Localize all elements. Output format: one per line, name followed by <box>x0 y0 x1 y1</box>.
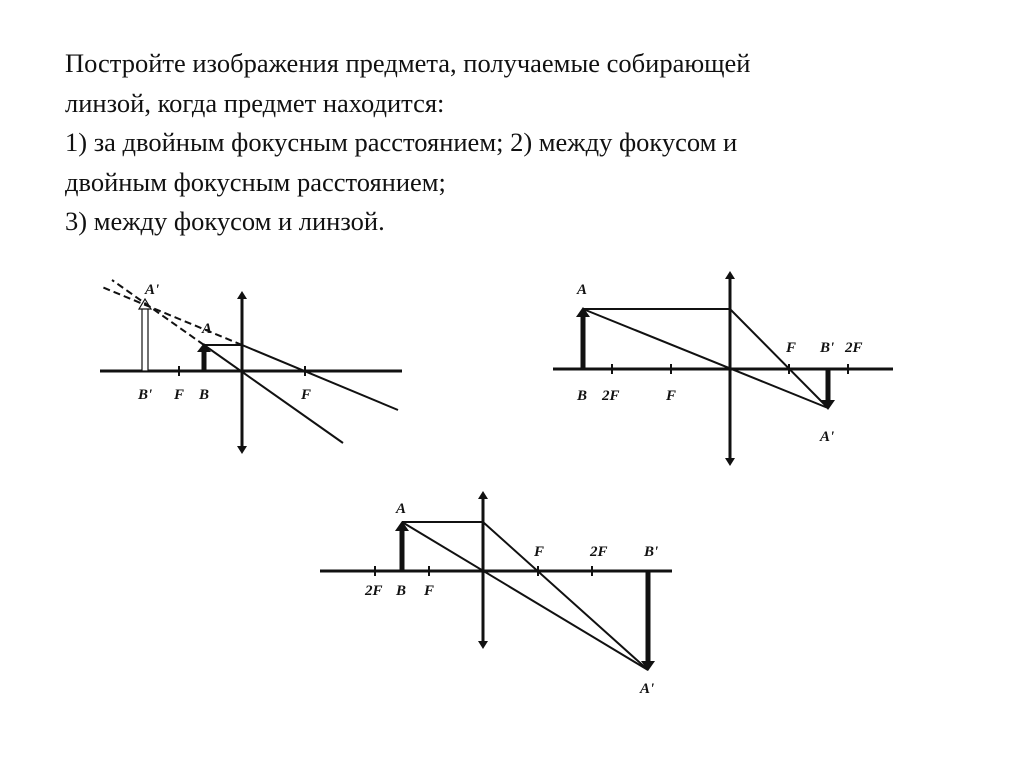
ray-center <box>583 309 828 408</box>
task-line-1: Постройте изображения предмета, получаемые собирающей <box>65 48 751 78</box>
label-f: F <box>666 388 677 404</box>
diagram-3 <box>320 495 672 697</box>
task-line-5: 3) между фокусом и линзой. <box>65 206 385 236</box>
label-a-image: A' <box>820 429 835 445</box>
label-b: B <box>396 583 407 599</box>
diagram-2 <box>553 275 893 462</box>
ray-center <box>402 522 648 670</box>
label-2f: 2F <box>365 583 383 599</box>
label-a: A <box>396 501 407 517</box>
label-b-image: B' <box>820 340 835 356</box>
label-f: F <box>786 340 797 356</box>
label-f: F <box>534 544 545 560</box>
label-b-image: B' <box>138 387 153 403</box>
label-b-image: B' <box>644 544 659 560</box>
ray-center <box>204 345 343 443</box>
task-line-3: 1) за двойным фокусным расстоянием; 2) между фокусом и <box>65 127 738 157</box>
label-a-image: A' <box>640 681 655 697</box>
task-line-4: двойным фокусным расстоянием; <box>65 166 446 197</box>
label-f: F <box>301 387 312 403</box>
virtual-image-arrow <box>142 308 148 371</box>
diagram-1 <box>100 280 402 450</box>
ray-extension <box>102 287 242 345</box>
label-2f: 2F <box>590 544 608 560</box>
label-2f: 2F <box>845 340 863 356</box>
label-f: F <box>424 583 435 599</box>
label-a-image: A' <box>145 282 160 298</box>
task-line-2: линзой, когда предмет находится: <box>65 87 445 118</box>
label-b: B <box>199 387 210 403</box>
label-2f: 2F <box>602 388 620 404</box>
label-f: F <box>174 387 185 403</box>
label-b: B <box>577 388 588 404</box>
label-a: A <box>202 321 213 337</box>
label-a: A <box>577 282 588 298</box>
